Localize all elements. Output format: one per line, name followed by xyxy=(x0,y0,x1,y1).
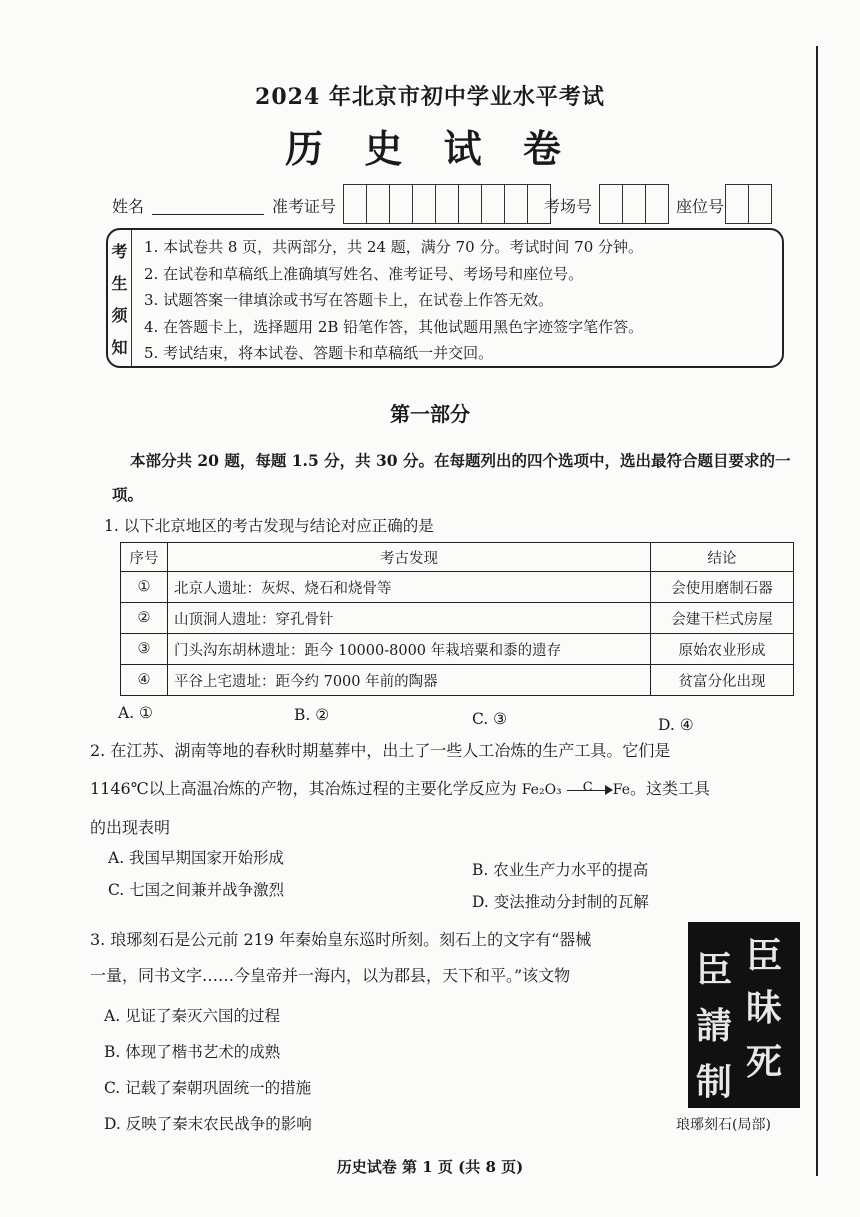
part-intro: 本部分共 20 题，每题 1.5 分，共 30 分。在每题列出的四个选项中，选出最符合题目要求的一项。 xyxy=(112,451,791,504)
q1-table xyxy=(120,542,794,696)
table-cell: 平谷上宅遗址：距今约 7000 年前的陶器 xyxy=(168,665,651,696)
seat-no-label: 座位号 xyxy=(676,197,725,216)
table-header: 序号 xyxy=(121,543,168,572)
table-cell: 原始农业形成 xyxy=(651,634,794,665)
binding-rule xyxy=(816,46,818,1176)
reaction-arrow-icon xyxy=(567,779,613,795)
room-no-label: 考场号 xyxy=(544,197,593,216)
notice-item: 5. 考试结束，将本试卷、答题卡和草稿纸一并交回。 xyxy=(144,344,494,362)
table-cell: 贫富分化出现 xyxy=(651,665,794,696)
room-no-boxes[interactable] xyxy=(600,184,669,224)
q3-stem xyxy=(90,922,680,994)
candidate-notice-box xyxy=(106,228,784,368)
q2-line: 的出现表明 xyxy=(90,818,171,837)
part-title: 第一部分 xyxy=(390,402,470,426)
table-cell: 会建干栏式房屋 xyxy=(651,603,794,634)
table-cell: ② xyxy=(121,603,168,634)
notice-heading-char: 须 xyxy=(111,305,128,325)
q2-option-c[interactable]: C. 七国之间兼并战争激烈 xyxy=(108,881,285,899)
notice-heading-char: 考 xyxy=(111,241,128,261)
q1-option-a[interactable]: A. ① xyxy=(118,704,153,722)
notice-item: 2. 在试卷和草稿纸上准确填写姓名、准考证号、考场号和座位号。 xyxy=(144,264,584,283)
notice-item: 1. 本试卷共 8 页，共两部分，共 24 题，满分 70 分。考试时间 70 分钟。 xyxy=(144,238,644,256)
exam-no-label: 准考证号 xyxy=(272,197,337,216)
q3-option-c[interactable]: C. 记载了秦朝巩固统一的措施 xyxy=(104,1079,312,1097)
notice-list xyxy=(144,234,643,367)
table-cell: ③ xyxy=(121,634,168,665)
candidate-info-row xyxy=(112,184,772,226)
q2-text: 。这类工具 xyxy=(629,779,710,798)
notice-item: 4. 在答题卡上，选择题用 2B 铅笔作答，其他试题用黑色字迹签字笔作答。 xyxy=(144,317,644,336)
q2-line xyxy=(90,770,810,809)
q1-option-d[interactable]: D. ④ xyxy=(658,716,694,734)
q2-text: 1146℃以上高温冶炼的产物，其冶炼过程的主要化学反应为 xyxy=(90,779,522,798)
q2-option-a[interactable]: A. 我国早期国家开始形成 xyxy=(108,849,285,867)
stone-rubbing-image: 臣 昧 死 臣 請 制 xyxy=(688,922,800,1108)
q3-line: 一量，同书文字……今皇帝并一海内，以为郡县，天下和平。”该文物 xyxy=(90,966,571,985)
chem-reactant: Fe₂O₃ xyxy=(521,782,562,798)
q1-option-c[interactable]: C. ③ xyxy=(472,710,508,728)
q3-option-b[interactable]: B. 体现了楷书艺术的成熟 xyxy=(104,1043,281,1061)
notice-heading-char: 知 xyxy=(111,337,128,357)
q1-stem: 1. 以下北京地区的考古发现与结论对应正确的是 xyxy=(104,517,434,535)
image-caption: 琅琊刻石(局部) xyxy=(676,1117,771,1133)
exam-no-boxes[interactable] xyxy=(344,184,551,224)
q2-option-d[interactable]: D. 变法推动分封制的瓦解 xyxy=(472,893,649,911)
table-cell: 门头沟东胡林遗址：距今 10000-8000 年栽培粟和黍的遗存 xyxy=(168,634,651,665)
seat-no-boxes[interactable] xyxy=(726,184,772,224)
notice-item: 3. 试题答案一律填涂或书写在答题卡上，在试卷上作答无效。 xyxy=(144,291,554,309)
table-cell: ④ xyxy=(121,665,168,696)
table-header-row xyxy=(121,543,794,572)
subject-title: 历 史 试 卷 xyxy=(285,126,575,171)
q2-option-b[interactable]: B. 农业生产力水平的提高 xyxy=(472,861,649,879)
catalyst-label: C xyxy=(582,779,593,795)
q2-stem xyxy=(90,732,810,847)
notice-heading xyxy=(108,230,132,366)
page-footer: 历史试卷 第 1 页 (共 8 页) xyxy=(336,1158,524,1176)
table-cell: 北京人遗址：灰烬、烧石和烧骨等 xyxy=(168,572,651,603)
q2-line: 2. 在江苏、湖南等地的春秋时期墓葬中，出土了一些人工冶炼的生产工具。它们是 xyxy=(90,741,671,760)
q3-line: 3. 琅琊刻石是公元前 219 年秦始皇东巡时所刻。刻石上的文字有“器械 xyxy=(90,930,592,949)
table-cell: 山顶洞人遗址：穿孔骨针 xyxy=(168,603,651,634)
table-cell: ① xyxy=(121,572,168,603)
chem-product: Fe xyxy=(612,782,630,798)
table-row xyxy=(121,572,794,603)
table-cell: 会使用磨制石器 xyxy=(651,572,794,603)
table-row xyxy=(121,603,794,634)
table-row xyxy=(121,665,794,696)
table-header: 考古发现 xyxy=(168,543,651,572)
q3-option-d[interactable]: D. 反映了秦末农民战争的影响 xyxy=(104,1115,312,1133)
q3-option-a[interactable]: A. 见证了秦灭六国的过程 xyxy=(104,1007,281,1025)
q1-option-b[interactable]: B. ② xyxy=(294,706,330,724)
table-header: 结论 xyxy=(651,543,794,572)
name-field[interactable] xyxy=(152,214,264,215)
exam-title: 2024 年北京市初中学业水平考试 xyxy=(255,84,605,110)
name-label: 姓名 xyxy=(112,197,145,216)
table-row xyxy=(121,634,794,665)
notice-heading-char: 生 xyxy=(111,273,128,293)
